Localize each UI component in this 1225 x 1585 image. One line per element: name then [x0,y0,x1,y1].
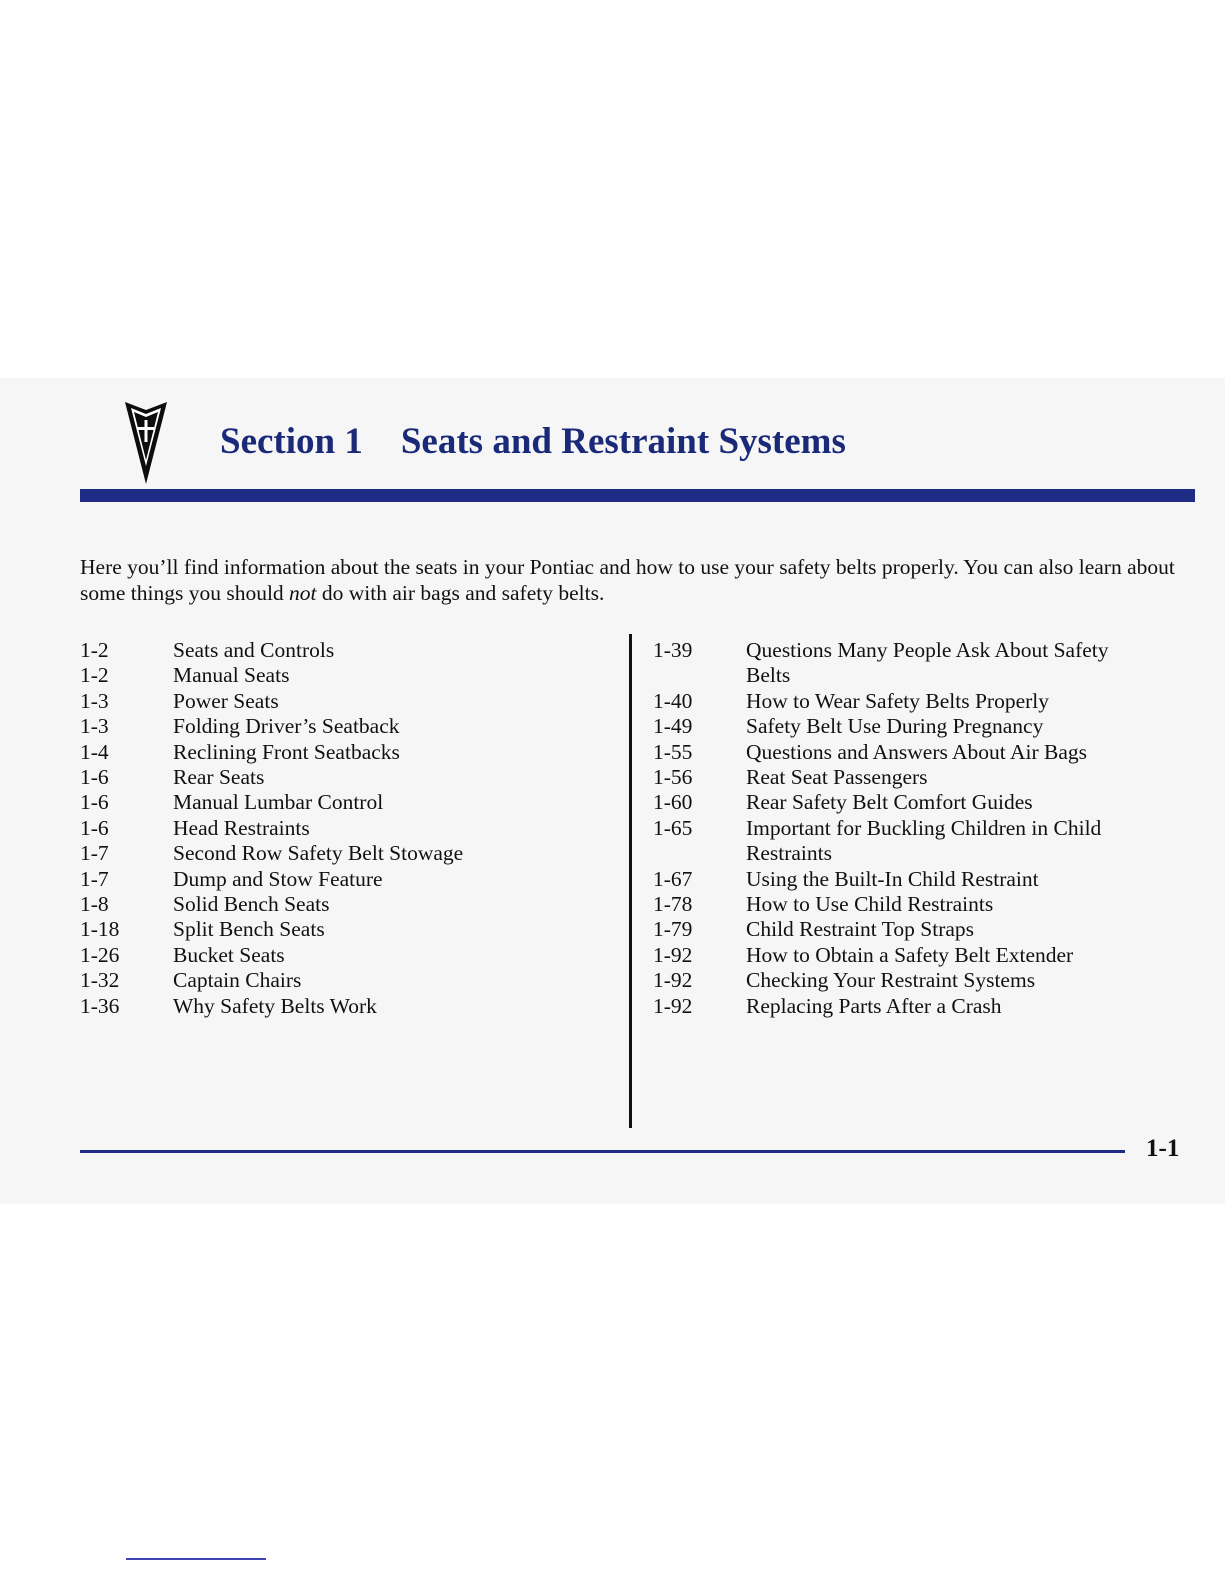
section-title: Seats and Restraint Systems [400,421,846,462]
toc-page-number: 1-7 [80,866,109,891]
toc-topic: Seats and Controls [173,638,335,662]
toc-page-number: 1-3 [80,688,109,713]
toc-page-number: 1-2 [80,663,109,688]
toc-page-number: 1-55 [653,739,693,764]
toc-entry [80,638,613,663]
footer-rule [80,1150,1125,1153]
pontiac-arrowhead-icon [123,400,169,486]
toc-page-number: 1-2 [80,638,109,662]
toc-page-number: 1-6 [80,815,109,840]
toc-entry [80,689,613,714]
toc-page-number: 1-7 [80,841,109,866]
toc-topic: Child Restraint Top Straps [746,917,975,942]
toc-topic: Reat Seat Passengers [746,765,928,790]
column-divider [629,634,632,1128]
toc-page-number: 1-92 [653,993,693,1018]
toc-topic: Captain Chairs [173,968,302,993]
toc-entry [653,765,1136,790]
toc-page-number: 1-65 [653,815,693,840]
toc-entry [80,740,613,765]
intro-text-end: do with air bags and safety belts. [316,581,605,605]
toc-topic: Rear Safety Belt Comfort Guides [746,790,1033,815]
scan-artifact-line [126,1558,266,1560]
toc-topic: Bucket Seats [173,942,285,967]
intro-text-start: Here you’ll find information about the seats in your Pontiac and how to use your safety belts properly. You can also learn about some things you should [80,555,1175,605]
toc-topic: Questions Many People Ask About Safety Belts [746,638,1109,688]
toc-entry [80,714,613,739]
intro-paragraph [80,554,1190,606]
toc-entry [653,638,1136,689]
toc-entry [653,740,1136,765]
toc-page-number: 1-18 [80,917,120,942]
toc-entry [80,841,613,866]
toc-entry [653,892,1136,917]
toc-entry [653,867,1136,892]
toc-entry [80,816,613,841]
toc-entry [80,663,613,688]
toc-page-number: 1-78 [653,892,693,917]
page-number: 1-1 [1146,1135,1180,1162]
toc-page-number: 1-36 [80,993,120,1018]
toc-topic: Why Safety Belts Work [173,993,377,1018]
toc-topic: Power Seats [173,688,279,713]
toc-entry [653,689,1136,714]
toc-entry [80,867,613,892]
toc-topic: How to Obtain a Safety Belt Extender [746,942,1074,967]
toc-topic: Questions and Answers About Air Bags [746,739,1088,764]
toc-right-column [653,638,1136,1019]
toc-page-number: 1-26 [80,942,120,967]
toc-page-number: 1-92 [653,968,693,993]
toc-topic: Using the Built-In Child Restraint [746,866,1039,891]
toc-topic: Safety Belt Use During Pregnancy [746,714,1044,739]
toc-entry [80,994,613,1019]
title-rule [80,489,1195,502]
toc-topic: Second Row Safety Belt Stowage [173,841,464,866]
toc-page-number: 1-40 [653,688,693,713]
toc-page-number: 1-67 [653,866,693,891]
toc-topic: Replacing Parts After a Crash [746,993,1002,1018]
toc-topic: How to Use Child Restraints [746,892,994,917]
toc-entry [80,943,613,968]
section-label: Section 1 [220,421,363,462]
toc-entry [80,968,613,993]
toc-page-number: 1-32 [80,968,120,993]
toc-topic: Reclining Front Seatbacks [173,739,400,764]
toc-entry [653,790,1136,815]
toc-topic: Important for Buckling Children in Child Restraints [746,815,1102,866]
toc-page-number: 1-60 [653,790,693,815]
toc-entry [80,917,613,942]
toc-left-column [80,638,613,1019]
toc-entry [653,994,1136,1019]
section-heading [220,418,846,466]
toc-topic: Folding Driver’s Seatback [173,714,400,739]
toc-entry [80,765,613,790]
toc-entry [653,714,1136,739]
toc-entry [653,968,1136,993]
toc-entry [653,816,1136,867]
toc-page-number: 1-3 [80,714,109,739]
toc-page-number: 1-92 [653,942,693,967]
toc-topic: Manual Lumbar Control [173,790,384,815]
toc-page-number: 1-6 [80,790,109,815]
toc-page-number: 1-39 [653,638,693,662]
toc-topic: Manual Seats [173,663,290,688]
toc-entry [653,943,1136,968]
toc-entry [80,892,613,917]
toc-page-number: 1-79 [653,917,693,942]
toc-page-number: 1-56 [653,765,693,790]
toc-page-number: 1-6 [80,765,109,790]
toc-entry [80,790,613,815]
toc-entry [653,917,1136,942]
toc-topic: Head Restraints [173,815,310,840]
toc-topic: Rear Seats [173,765,265,790]
toc-topic: Dump and Stow Feature [173,866,383,891]
intro-emphasis: not [289,581,317,605]
toc-topic: Solid Bench Seats [173,892,330,917]
toc-topic: Checking Your Restraint Systems [746,968,1036,993]
toc-topic: Split Bench Seats [173,917,325,942]
toc-page-number: 1-8 [80,892,109,917]
toc-page-number: 1-4 [80,739,109,764]
toc-topic: How to Wear Safety Belts Properly [746,688,1049,713]
toc-page-number: 1-49 [653,714,693,739]
